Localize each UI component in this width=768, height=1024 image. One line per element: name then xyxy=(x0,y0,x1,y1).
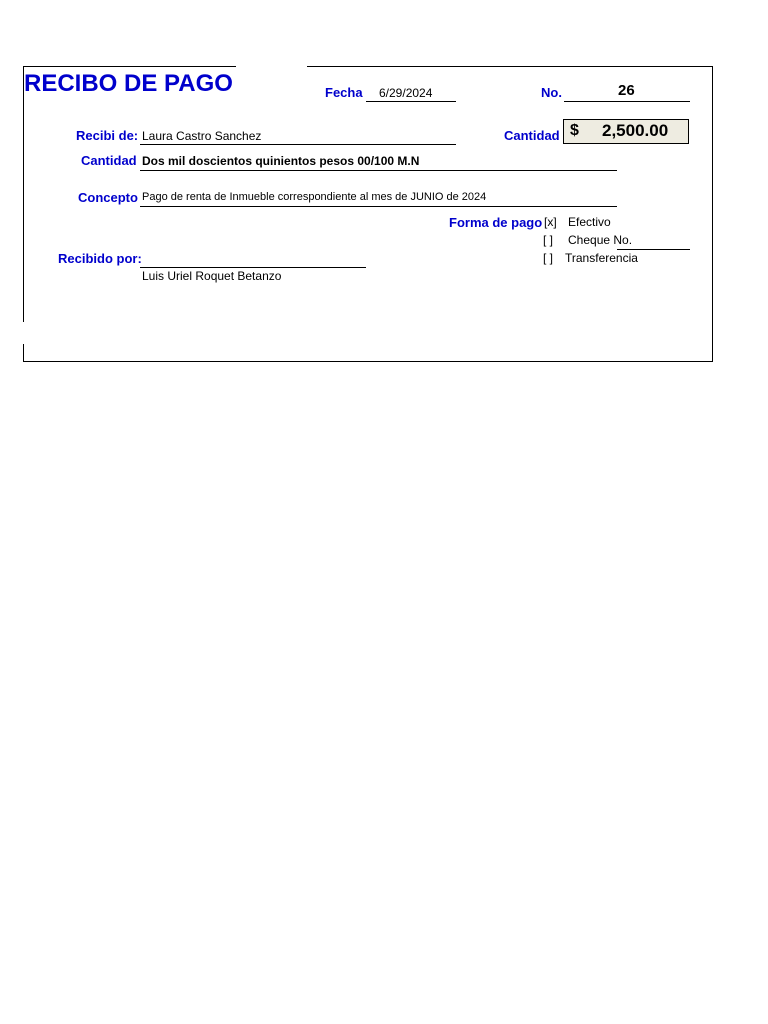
cantidad-words-label: Cantidad xyxy=(81,153,137,168)
signature-line xyxy=(140,267,366,268)
fecha-value[interactable]: 6/29/2024 xyxy=(379,86,433,100)
frame-left-lower xyxy=(23,344,24,362)
payment-option-cheque-label: Cheque No. xyxy=(568,233,633,247)
frame-top-left xyxy=(23,66,236,67)
fecha-underline xyxy=(366,101,456,102)
cantidad-words-value[interactable]: Dos mil doscientos quinientos pesos 00/100 M.N xyxy=(142,154,420,168)
payment-option-transferencia-mark[interactable]: [ ] xyxy=(543,251,554,265)
payment-option-transferencia-label: Transferencia xyxy=(565,251,638,265)
payment-option-efectivo-mark[interactable]: [x] xyxy=(544,215,557,229)
frame-right xyxy=(712,66,713,362)
payment-option-efectivo-label: Efectivo xyxy=(568,215,611,229)
recibi-label: Recibi de: xyxy=(76,128,139,143)
fecha-label: Fecha xyxy=(325,85,363,100)
cheque-number-underline xyxy=(617,249,690,250)
frame-left-upper xyxy=(23,66,24,322)
recibi-value[interactable]: Laura Castro Sanchez xyxy=(142,129,262,143)
no-underline xyxy=(564,101,690,102)
receipt-title: RECIBO DE PAGO xyxy=(24,70,233,97)
recibi-underline xyxy=(140,144,456,145)
no-value[interactable]: 26 xyxy=(618,82,635,99)
no-label: No. xyxy=(541,85,562,100)
concepto-underline xyxy=(140,206,617,207)
concepto-value[interactable]: Pago de renta de Inmueble correspondiente al mes de JUNIO de 2024 xyxy=(142,191,487,203)
forma-pago-label: Forma de pago xyxy=(449,215,543,230)
cantidad-words-underline xyxy=(140,170,617,171)
frame-top-right xyxy=(307,66,713,67)
amount-value: 2,500.00 xyxy=(602,121,669,140)
payment-option-cheque-mark[interactable]: [ ] xyxy=(543,233,554,247)
amount-currency: $ xyxy=(570,122,579,139)
recibido-por-name: Luis Uriel Roquet Betanzo xyxy=(142,269,282,283)
cantidad-label: Cantidad xyxy=(504,128,560,143)
concepto-label: Concepto xyxy=(78,190,138,205)
frame-bottom xyxy=(23,361,713,362)
recibido-por-label: Recibido por: xyxy=(58,251,142,266)
